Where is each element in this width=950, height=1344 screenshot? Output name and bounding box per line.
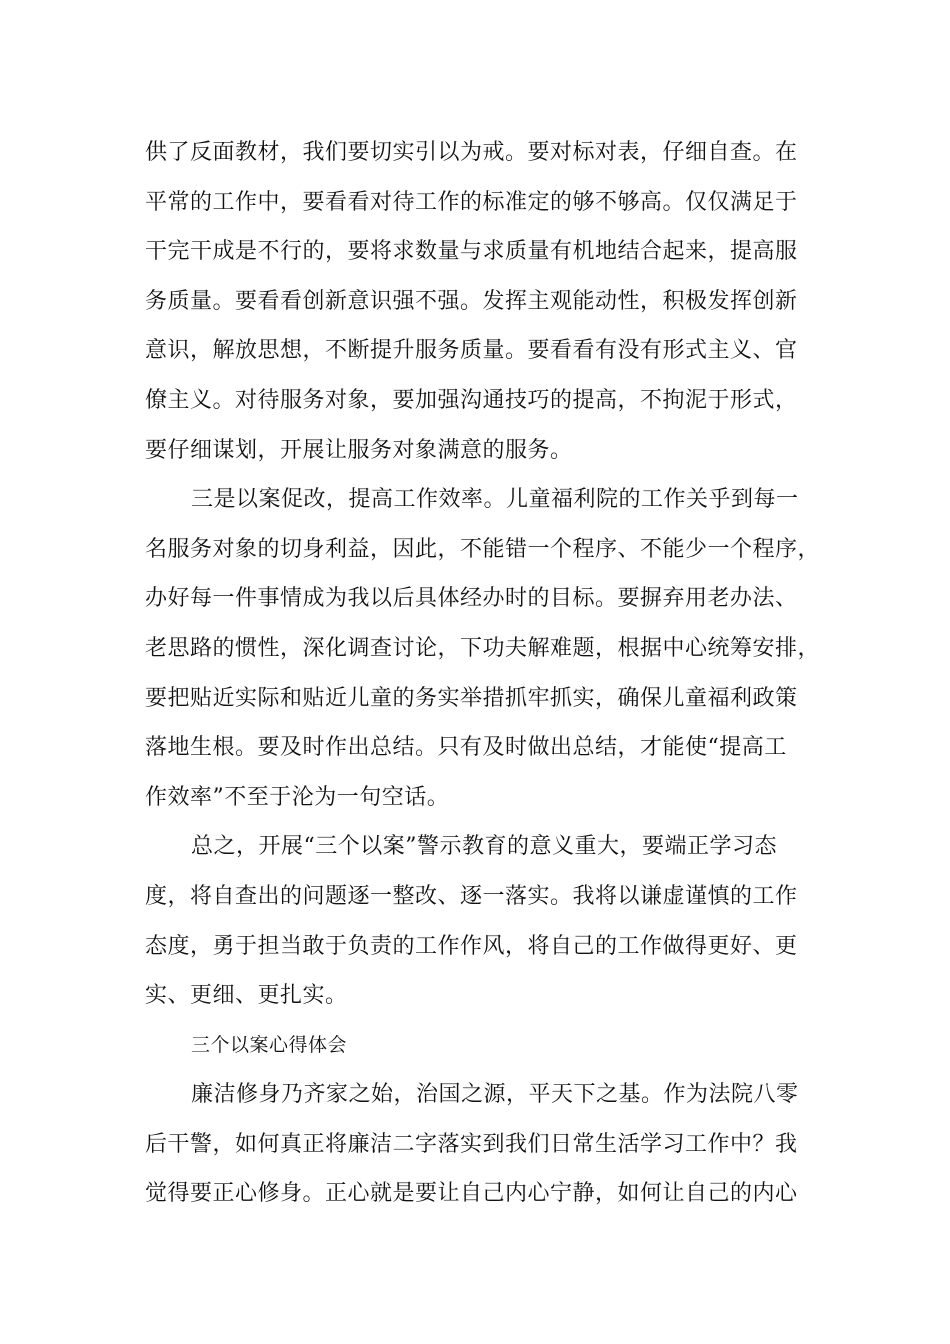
paragraph-line: 名服务对象的切身利益，因此，不能错一个程序、不能少一个程序， [145,536,821,562]
paragraph-line: 作效率”不至于沦为一句空话。 [145,784,450,810]
paragraph-line: 办好每一件事情成为我以后具体经办时的目标。要摒弃用老办法、 [145,586,798,612]
paragraph-line: 僚主义。对待服务对象，要加强沟通技巧的提高，不拘泥于形式， [145,387,798,413]
paragraph-line: 后干警，如何真正将廉洁二字落实到我们日常生活学习工作中？我 [145,1131,798,1157]
paragraph-line: 觉得要正心修身。正心就是要让自己内心宁静，如何让自己的内心 [145,1181,798,1207]
paragraph-line: 落地生根。要及时作出总结。只有及时做出总结，才能使“提高工 [145,735,787,761]
paragraph-line: 务质量。要看看创新意识强不强。发挥主观能动性，积极发挥创新 [145,288,798,314]
paragraph-line: 平常的工作中，要看看对待工作的标准定的够不够高。仅仅满足于 [145,189,798,215]
section-heading: 三个以案心得体会 [191,1033,348,1056]
paragraph-line: 要把贴近实际和贴近儿童的务实举措抓牢抓实，确保儿童福利政策 [145,685,798,711]
paragraph-line: 廉洁修身乃齐家之始，治国之源，平天下之基。作为法院八零 [191,1082,799,1108]
paragraph-line: 供了反面教材，我们要切实引以为戒。要对标对表，仔细自查。在 [145,140,798,165]
paragraph-line: 总之，开展“三个以案”警示教育的意义重大，要端正学习态 [191,834,777,860]
paragraph-line: 实、更细、更扎实。 [145,983,348,1009]
paragraph-line: 要仔细谋划，开展让服务对象满意的服务。 [145,437,573,463]
paragraph-line: 三是以案促改，提高工作效率。儿童福利院的工作关乎到每一 [191,487,799,513]
paragraph-line: 度，将自查出的问题逐一整改、逐一落实。我将以谦虚谨慎的工作 [145,883,798,909]
paragraph-line: 老思路的惯性，深化调查讨论，下功夫解难题，根据中心统筹安排， [145,635,821,661]
document-body [145,128,821,1219]
paragraph-line: 意识，解放思想，不断提升服务质量。要看看有没有形式主义、官 [145,338,798,364]
paragraph-line: 态度，勇于担当敢于负责的工作作风，将自己的工作做得更好、更 [145,933,798,959]
paragraph-line: 干完干成是不行的，要将求数量与求质量有机地结合起来，提高服 [145,239,798,265]
